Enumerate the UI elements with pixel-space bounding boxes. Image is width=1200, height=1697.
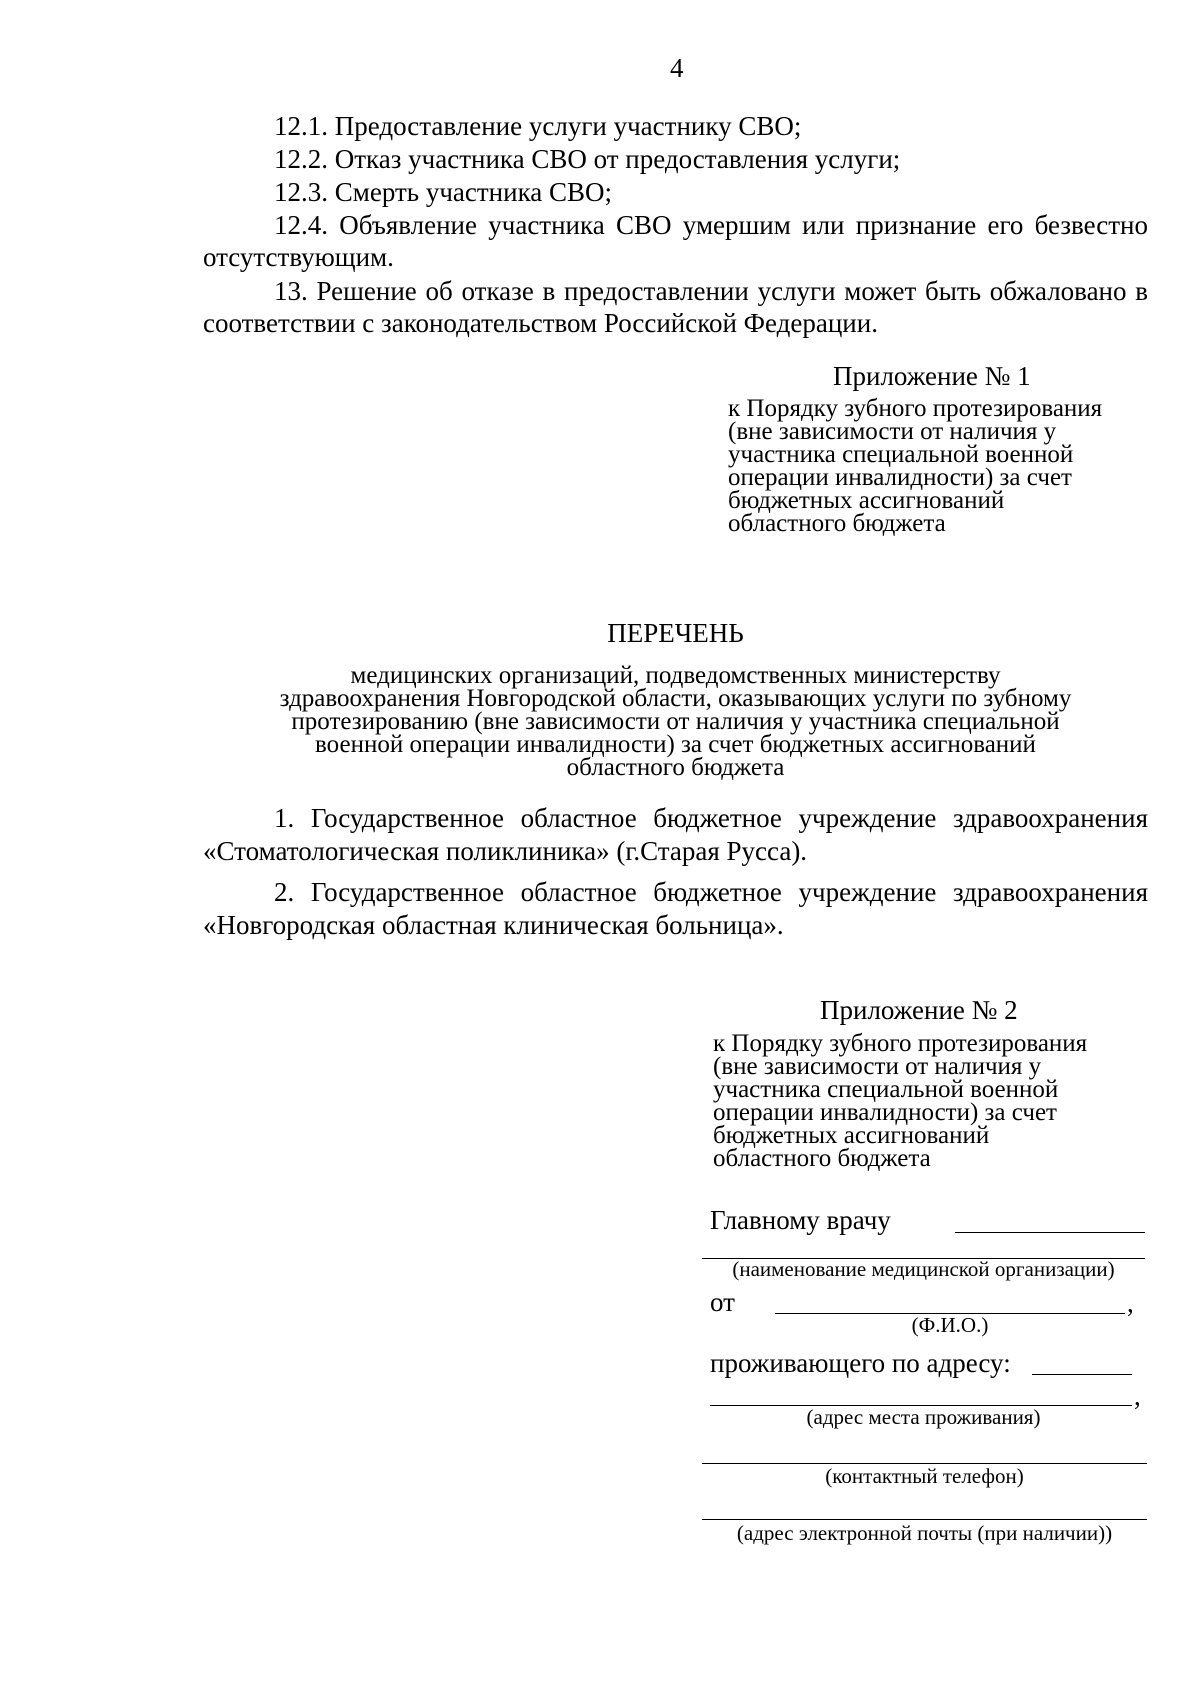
appendix-2-line: (вне зависимости от наличия у bbox=[713, 1053, 1042, 1080]
appendix-1-line: областного бюджета bbox=[728, 510, 946, 537]
item-12-3: 12.3. Смерть участника СВО; bbox=[274, 177, 613, 207]
item-13: 13. Решение об отказе в предоставлении услуги может быть обжаловано в соответствии с законодательством Российской Федерации. bbox=[203, 276, 1148, 338]
org-name-caption: (наименование медицинской организации) bbox=[732, 1257, 1115, 1281]
list-subtitle bbox=[203, 664, 1148, 779]
appendix-2-line: участника специальной военной bbox=[713, 1076, 1059, 1103]
fio-caption: (Ф.И.О.) bbox=[911, 1313, 989, 1337]
appendix-1-caption bbox=[728, 397, 1102, 535]
appendix-1-line: бюджетных ассигнований bbox=[728, 487, 1005, 514]
address-comma: , bbox=[1134, 1381, 1141, 1411]
address-caption: (адрес места проживания) bbox=[806, 1405, 1041, 1429]
residing-label: проживающего по адресу: bbox=[710, 1348, 1011, 1378]
org-item-1: 1. Государственное областное бюджетное учреждение здравоохранения «Стоматологическая поликлиника» (г.Старая Русса). bbox=[203, 803, 1148, 866]
appendix-1-title: Приложение № 1 bbox=[833, 361, 1031, 391]
appendix-2-title: Приложение № 2 bbox=[820, 995, 1018, 1025]
chief-doctor-blank bbox=[955, 1232, 1145, 1233]
list-subtitle-line: областного бюджета bbox=[566, 754, 785, 781]
from-label: от bbox=[710, 1287, 735, 1317]
appendix-2-line: операции инвалидности) за счет bbox=[713, 1099, 1057, 1126]
appendix-1-line: (вне зависимости от наличия у bbox=[728, 418, 1057, 445]
appendix-2-line: областного бюджета bbox=[713, 1145, 931, 1172]
list-subtitle-line: медицинских организаций, подведомственных министерству bbox=[350, 662, 1001, 689]
list-heading: ПЕРЕЧЕНЬ bbox=[607, 618, 744, 648]
appendix-1-line: участника специальной военной bbox=[728, 441, 1074, 468]
email-blank bbox=[702, 1519, 1147, 1520]
item-12-4: 12.4. Объявление участника СВО умершим или признание его безвестно отсутствующим. bbox=[203, 210, 1148, 272]
chief-doctor-label: Главному врачу bbox=[710, 1205, 891, 1235]
appendix-1-line: к Порядку зубного протезирования bbox=[728, 395, 1103, 422]
appendix-1-line: операции инвалидности) за счет bbox=[728, 464, 1072, 491]
email-caption: (адрес электронной почты (при наличии)) bbox=[736, 1521, 1113, 1545]
list-subtitle-line: военной операции инвалидности) за счет бюджетных ассигнований bbox=[315, 731, 1036, 758]
item-12-2: 12.2. Отказ участника СВО от предоставления услуги; bbox=[274, 144, 901, 174]
residing-blank bbox=[1032, 1374, 1132, 1375]
org-item-2: 2. Государственное областное бюджетное учреждение здравоохранения «Новгородская областная клиническая больница». bbox=[203, 877, 1148, 940]
appendix-2-line: бюджетных ассигнований bbox=[713, 1122, 990, 1149]
appendix-2-line: к Порядку зубного протезирования bbox=[713, 1030, 1088, 1057]
item-12-1: 12.1. Предоставление услуги участнику СВО; bbox=[274, 111, 802, 141]
fio-comma: , bbox=[1127, 1288, 1134, 1318]
appendix-2-caption bbox=[713, 1032, 1087, 1170]
page-number: 4 bbox=[670, 53, 684, 83]
phone-caption: (контактный телефон) bbox=[825, 1464, 1024, 1488]
list-subtitle-line: здравоохранения Новгородской области, оказывающих услуги по зубному bbox=[279, 685, 1072, 712]
list-subtitle-line: протезированию (вне зависимости от наличия у участника специальной bbox=[291, 708, 1060, 735]
